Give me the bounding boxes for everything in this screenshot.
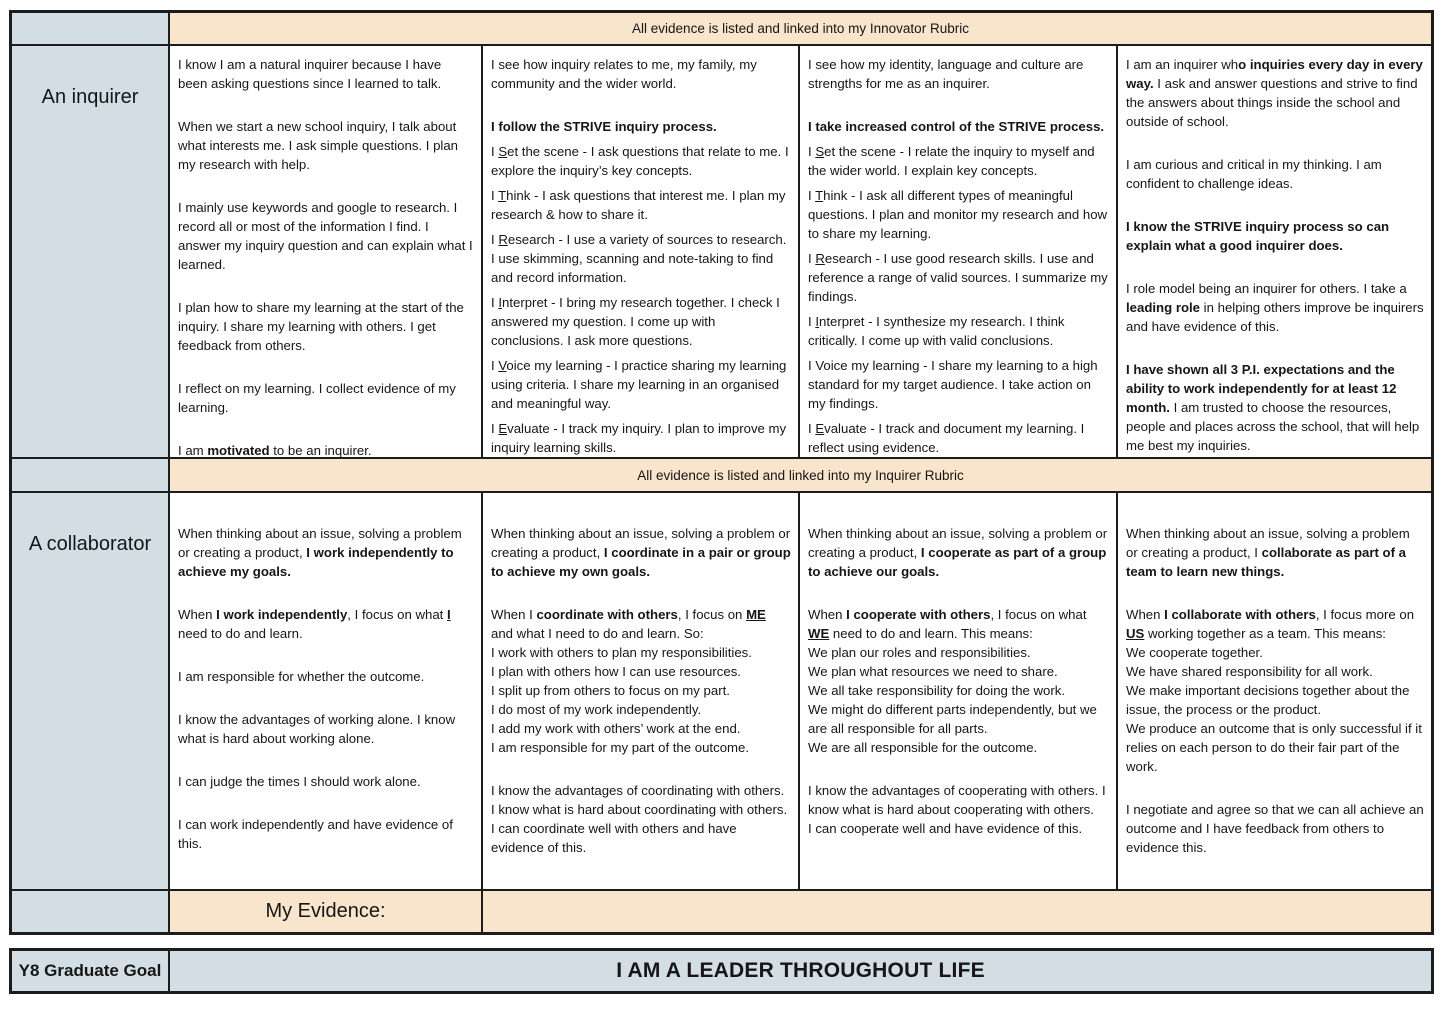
row-label-collaborator-text: A collaborator bbox=[28, 533, 152, 555]
graduate-goal-title: I AM A LEADER THROUGHOUT LIFE bbox=[616, 959, 985, 982]
my-evidence-value-cell bbox=[483, 891, 1431, 932]
collaborator-level-1-cell: When thinking about an issue, solving a problem or creating a product, I work independently to achieve my goals. When I work independently, I focus on what I need to do and learn. I am responsible for whether the outcome. I know the advantages of working alone. I know what is hard about working alone. I can judge the times I should work alone. I can work independently and have evidence of this. bbox=[170, 493, 483, 891]
rubric-table bbox=[9, 10, 1434, 935]
inquirer-level-2-cell: I see how inquiry relates to me, my family, my community and the wider world. I follow the STRIVE inquiry process. I Set the scene - I ask questions that relate to me. I explore the inquiry’s key concepts. I Think - I ask questions that interest me. I plan my research & how to share it. I Research - I use a variety of sources to research. I use skimming, scanning and note-taking to find and record information. I Interpret - I bring my research together. I check I answered my question. I come up with conclusions. I ask more questions. I Voice my learning - I practice sharing my learning using criteria. I share my learning in an organised and meaningful way. I Evaluate - I track my inquiry. I plan to improve my inquiry learning skills. bbox=[483, 46, 800, 459]
my-evidence-label-cell: My Evidence: bbox=[170, 891, 483, 932]
corner-cell-top bbox=[12, 13, 170, 46]
inquirer-level-1-cell: I know I am a natural inquirer because I have been asking questions since I learned to talk. When we start a new school inquiry, I talk about what interests me. I ask simple questions. I plan my research with help. I mainly use keywords and google to research. I record all or most of the information I find. I answer my inquiry question and can explain what I learned. I plan how to share my learning at the start of the inquiry. I share my learning with others. I get feedback from others. I reflect on my learning. I collect evidence of my learning. I am motivated to be an inquirer. bbox=[170, 46, 483, 459]
left-column-bottom-spacer bbox=[12, 891, 170, 932]
collaborator-level-4-cell: When thinking about an issue, solving a problem or creating a product, I collaborate as part of a team to learn new things. When I collaborate with others, I focus more on US working together as a team. This means: We cooperate together. We have shared responsibility for all work. We make important decisions together about the issue, the process or the product. We produce an outcome that is only successful if it relies on each person to do their fair part of the work. I negotiate and agree so that we can all achieve an outcome and I have feedback from others to evidence this. bbox=[1118, 493, 1431, 891]
graduate-goal-table bbox=[9, 948, 1434, 994]
graduate-goal-label: Y8 Graduate Goal bbox=[12, 951, 170, 991]
row-label-inquirer bbox=[12, 46, 170, 459]
left-column-spacer bbox=[12, 459, 170, 493]
inquirer-level-3-cell: I see how my identity, language and culture are strengths for me as an inquirer. I take increased control of the STRIVE process. I Set the scene - I relate the inquiry to myself and the wider world. I explain key concepts. I Think - I ask all different types of meaningful questions. I plan and monitor my research and how to share my learning. I Research - I use good research skills. I use and reference a range of valid sources. I summarize my findings. I Interpret - I synthesize my research. I think critically. I come up with valid conclusions. I Voice my learning - I share my learning to a high standard for my target audience. I take action on my findings. I Evaluate - I track and document my learning. I reflect using evidence. bbox=[800, 46, 1118, 459]
row-label-inquirer-text: An inquirer bbox=[41, 86, 139, 108]
collaborator-level-3-cell: When thinking about an issue, solving a problem or creating a product, I cooperate as part of a group to achieve our goals. When I cooperate with others, I focus on what WE need to do and learn. This means: We plan our roles and responsibilities. We plan what resources we need to share. We all take responsibility for doing the work. We might do different parts independently, but we are all responsible for all parts. We are all responsible for the outcome. I know the advantages of cooperating with others. I know what is hard about cooperating with others. I can cooperate well and have evidence of this. bbox=[800, 493, 1118, 891]
table-gap bbox=[9, 935, 1435, 948]
inquirer-level-4-cell: I am an inquirer who inquiries every day in every way. I ask and answer questions and strive to find the answers about things inside the school and outside of school. I am curious and critical in my thinking. I am confident to challenge ideas. I know the STRIVE inquiry process so can explain what a good inquirer does. I role model being an inquirer for others. I take a leading role in helping others improve be inquirers and have evidence of this. I have shown all 3 P.I. expectations and the ability to work independently for at least 12 month. I am trusted to choose the resources, people and places across the school, that will help me best my inquiries. bbox=[1118, 46, 1431, 459]
row-label-collaborator bbox=[12, 493, 170, 891]
collaborator-level-2-cell: When thinking about an issue, solving a problem or creating a product, I coordinate in a pair or group to achieve my own goals. When I coordinate with others, I focus on ME and what I need to do and learn. So: I work with others to plan my responsibilities. I plan with others how I can use resources. I split up from others to focus on my part. I do most of my work independently. I add my work with others’ work at the end. I am responsible for my part of the outcome. I know the advantages of coordinating with others. I know what is hard about coordinating with others. I can coordinate well with others and have evidence of this. bbox=[483, 493, 800, 891]
innovator-rubric-band: All evidence is listed and linked into my Innovator Rubric bbox=[170, 13, 1431, 46]
inquirer-rubric-band: All evidence is listed and linked into my Inquirer Rubric bbox=[170, 459, 1431, 493]
